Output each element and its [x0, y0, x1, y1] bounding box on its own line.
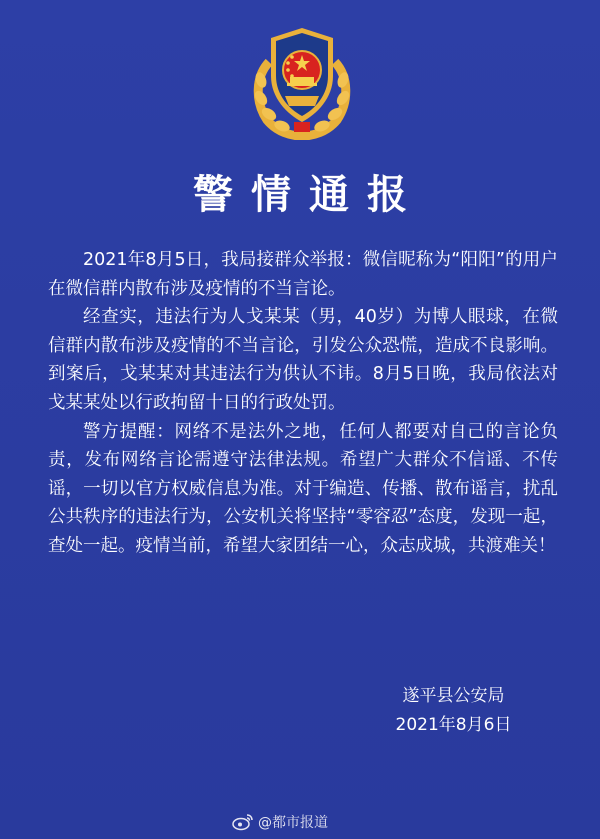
weibo-icon: [232, 813, 254, 831]
issuer-name: 遂平县公安局: [402, 686, 505, 706]
notice-paragraph-findings: 经查实，违法行为人戈某某（男，40岁）为博人眼球，在微信群内散布涉及疫情的不当言论，引发公众恐慌，造成不良影响。到案后，戈某某对其违法行为供认不讳。8月5日晚，我局依法对戈某某处以行政拘留十日的行政处罚。: [48, 307, 558, 413]
issue-date: 2021年8月6日: [395, 715, 512, 735]
notice-title: 警情通报: [193, 172, 425, 218]
signature-block: [366, 682, 541, 740]
source-watermark: [232, 810, 328, 834]
notice-body: [48, 246, 558, 561]
watermark-text: @都市报道: [258, 815, 328, 831]
notice-paragraph-reminder: 警方提醒：网络不是法外之地，任何人都要对自己的言论负责，发布网络言论需遵守法律法规。希望广大群众不信谣、不传谣，一切以官方权威信息为准。对于编造、传播、散布谣言，扰乱公共秩序的违法行为，公安机关将坚持“零容忍”态度，发现一起，查处一起。疫情当前，希望大家团结一心，众志成城，共渡难关！: [48, 421, 558, 556]
notice-paragraph-report: 2021年8月5日，我局接群众举报：微信昵称为“阳阳”的用户在微信群内散布涉及疫情的不当言论。: [48, 250, 558, 299]
police-emblem-icon: [249, 22, 355, 140]
